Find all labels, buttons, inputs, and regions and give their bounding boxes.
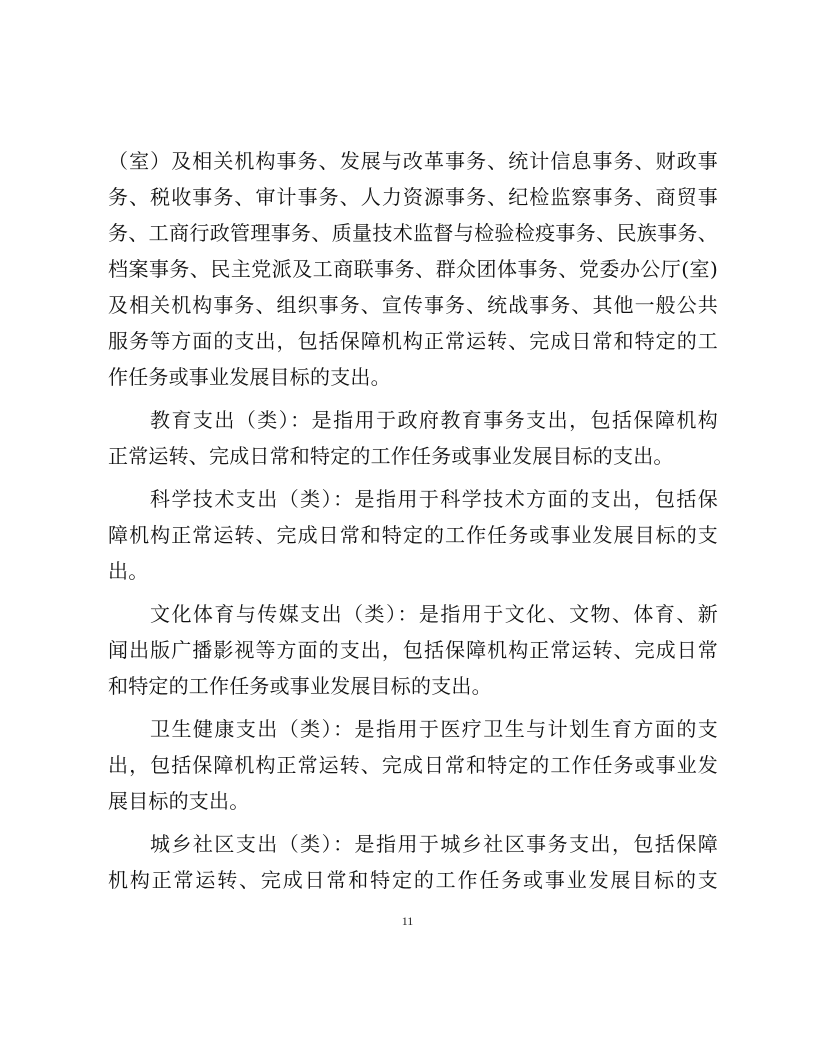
- paragraph-5-line-2: 出，包括保障机构正常运转、完成日常和特定的工作任务或事业发: [108, 753, 718, 777]
- paragraph-5-line-1: 卫生健康支出（类）：是指用于医疗卫生与计划生育方面的支: [150, 717, 718, 741]
- paragraph-5-line-3: 展目标的支出。: [108, 789, 250, 813]
- page-number: 11: [401, 914, 414, 928]
- paragraph-2-line-2: 正常运转、完成日常和特定的工作任务或事业发展目标的支出。: [108, 444, 674, 468]
- paragraph-6-line-1: 城乡社区支出（类）：是指用于城乡社区事务支出，包括保障: [150, 832, 718, 856]
- paragraph-1-line-2: 务、税收事务、审计事务、人力资源事务、纪检监察事务、商贸事: [108, 185, 718, 209]
- paragraph-1-line-7: 作任务或事业发展目标的支出。: [108, 365, 391, 389]
- paragraph-3-line-1: 科学技术支出（类）：是指用于科学技术方面的支出，包括保: [150, 487, 718, 511]
- paragraph-4-line-2: 闻出版广播影视等方面的支出，包括保障机构正常运转、完成日常: [108, 638, 718, 662]
- paragraph-1-line-1: （室）及相关机构事务、发展与改革事务、统计信息事务、财政事: [108, 149, 718, 173]
- paragraph-4-line-1: 文化体育与传媒支出（类）：是指用于文化、文物、体育、新: [150, 602, 718, 626]
- paragraph-2-line-1: 教育支出（类）：是指用于政府教育事务支出，包括保障机构: [150, 408, 718, 432]
- paragraph-1-line-6: 服务等方面的支出，包括保障机构正常运转、完成日常和特定的工: [108, 329, 718, 353]
- paragraph-4-line-3: 和特定的工作任务或事业发展目标的支出。: [108, 674, 492, 698]
- paragraph-1-line-5: 及相关机构事务、组织事务、宣传事务、统战事务、其他一般公共: [108, 293, 718, 317]
- paragraph-1-line-3: 务、工商行政管理事务、质量技术监督与检验检疫事务、民族事务、: [108, 221, 718, 245]
- paragraph-6-line-2: 机构正常运转、完成日常和特定的工作任务或事业发展目标的支: [108, 868, 718, 892]
- paragraph-3-line-2: 障机构正常运转、完成日常和特定的工作任务或事业发展目标的支: [108, 523, 718, 547]
- paragraph-3-line-3: 出。: [108, 559, 149, 583]
- paragraph-1-line-4: 档案事务、民主党派及工商联事务、群众团体事务、党委办公厅(室): [108, 257, 718, 281]
